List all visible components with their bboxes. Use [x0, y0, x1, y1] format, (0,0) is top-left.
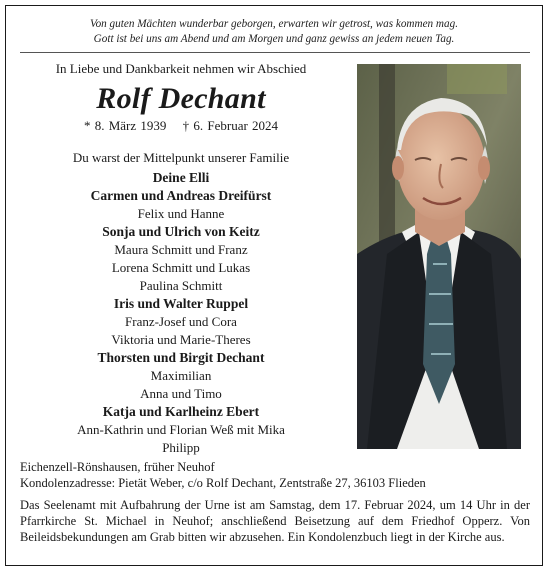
birth-date: * 8. März 1939 — [83, 118, 167, 133]
family-member: Maximilian — [150, 368, 212, 383]
family-member: Carmen und Andreas Dreifürst — [90, 188, 272, 203]
family-member: Philipp — [162, 440, 200, 455]
family-member: Franz-Josef und Cora — [125, 314, 237, 329]
family-member: Lorena Schmitt und Lukas — [111, 260, 251, 275]
family-intro: Du warst der Mittelpunkt unserer Familie — [72, 150, 290, 165]
portrait-photo — [357, 64, 521, 449]
text-column — [20, 58, 342, 457]
motto-line-1: Von guten Mächten wunderbar geborgen, erwarten wir getrost, was kommen mag. — [89, 18, 458, 30]
location: Eichenzell-Rönshausen, früher Neuhof — [20, 460, 215, 474]
family-member: Katja und Karlheinz Ebert — [102, 404, 260, 419]
family-member: Paulina Schmitt — [139, 278, 223, 293]
family-member: Deine Elli — [152, 170, 210, 185]
family-member: Felix und Hanne — [137, 206, 225, 221]
life-dates — [20, 117, 342, 134]
death-date: † 6. Februar 2024 — [182, 118, 279, 133]
family-member: Viktoria und Marie-Theres — [111, 332, 251, 347]
family-member: Anna und Timo — [140, 386, 222, 401]
service-text: Das Seelenamt mit Aufbahrung der Urne ist am Samstag, dem 17. Februar 2024, um 14 Uhr in der Pfarrkirche St. Michael in Neuhof; anschließend Beisetzung auf dem Friedhof Opperz. Von Beileidsbekundungen am Grab bitten wir abzusehen. Ein Kondolenzbuch liegt in der Kirche aus. — [20, 498, 530, 544]
motto — [20, 17, 528, 46]
condolence-address: Kondolenzadresse: Pietät Weber, c/o Rolf Dechant, Zentstraße 27, 36103 Flieden — [20, 476, 426, 490]
family-member: Maura Schmitt und Franz — [114, 242, 248, 257]
family-member: Iris und Walter Ruppel — [113, 296, 249, 311]
family-member: Sonja und Ulrich von Keitz — [102, 224, 260, 239]
family-list — [20, 169, 342, 457]
motto-line-2: Gott ist bei uns am Abend und am Morgen und ganz gewiss an jedem neuen Tag. — [93, 32, 455, 45]
family-member: Ann-Kathrin und Florian Weß mit Mika — [77, 422, 285, 437]
deceased-name: Rolf Dechant — [96, 82, 266, 115]
notice-footer — [20, 459, 530, 545]
portrait-illustration — [357, 64, 521, 449]
intro-line: In Liebe und Dankbarkeit nehmen wir Abschied — [55, 61, 307, 76]
family-member: Thorsten und Birgit Dechant — [97, 350, 265, 365]
divider — [20, 52, 530, 53]
